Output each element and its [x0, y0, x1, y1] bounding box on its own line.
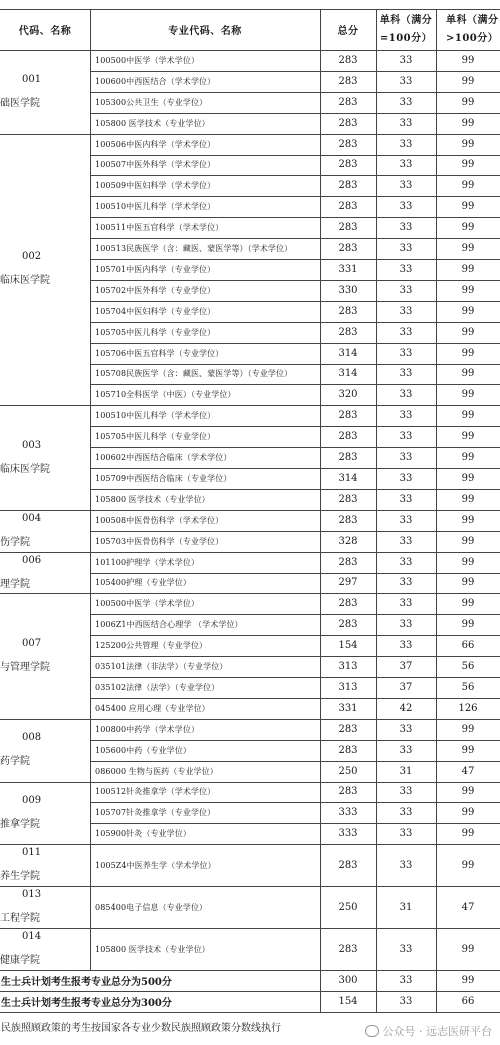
single-score-over100: 99	[461, 859, 475, 871]
major-name: 125200公共管理（专业学位）	[95, 641, 208, 651]
single-score-100: 33	[399, 284, 413, 296]
major-name: 100508中医骨伤科学（学术学位）	[95, 515, 224, 525]
single-score-100: 33	[399, 807, 413, 819]
column-rule	[436, 991, 437, 1012]
college-name: 伤学院	[0, 536, 30, 548]
major-name: 105702中医外科学（专业学位）	[95, 285, 216, 295]
college-cell	[0, 844, 90, 886]
single-score-100: 33	[399, 943, 413, 955]
major-name: 105707针灸推拿学（专业学位）	[95, 808, 216, 818]
total-score: 283	[338, 493, 358, 505]
row-rule	[90, 489, 500, 490]
college-cell	[0, 50, 90, 134]
single-score-100: 33	[399, 996, 413, 1008]
single-score-100: 33	[399, 598, 413, 610]
major-name: 105705中医儿科学（专业学位）	[95, 327, 216, 337]
college-name: 与管理学院	[0, 662, 50, 674]
single-score-over100: 99	[461, 807, 475, 819]
total-score: 313	[338, 681, 358, 693]
special-plan-label: 生士兵计划考生报考专业总分为500分	[1, 977, 172, 989]
single-score-over100: 99	[461, 305, 475, 317]
column-rule	[376, 991, 377, 1012]
college-code: 003	[22, 439, 42, 451]
college-code: 004	[22, 512, 42, 524]
total-score: 283	[338, 514, 358, 526]
row-rule	[90, 155, 500, 156]
row-rule	[90, 196, 500, 197]
major-name: 105704中医妇科学（专业学位）	[95, 306, 216, 316]
total-score: 313	[338, 661, 358, 673]
single-score-100: 33	[399, 514, 413, 526]
total-score: 333	[338, 807, 358, 819]
single-score-over100: 99	[461, 577, 475, 589]
single-score-100: 33	[399, 828, 413, 840]
single-score-over100: 99	[461, 263, 475, 275]
major-name: 105701中医内科学（专业学位）	[95, 264, 216, 274]
single-score-over100: 66	[461, 996, 475, 1008]
wechat-icon	[365, 1025, 379, 1037]
section-rule	[0, 1012, 500, 1013]
total-score: 283	[338, 96, 358, 108]
special-plan-label: 生士兵计划考生报考专业总分为300分	[1, 998, 172, 1010]
column-rule	[90, 9, 91, 970]
major-name: 105800 医学技术（专业学位）	[95, 494, 210, 504]
single-score-100: 33	[399, 75, 413, 87]
single-score-100: 33	[399, 472, 413, 484]
major-name: 105400护理（专业学位）	[95, 578, 191, 588]
major-name: 100800中药学（学术学位）	[95, 724, 200, 734]
major-name: 086000 生物与医药（专业学位）	[95, 766, 218, 776]
major-name: 105800 医学技术（专业学位）	[95, 118, 210, 128]
single-score-100: 33	[399, 556, 413, 568]
total-score: 250	[338, 765, 358, 777]
total-score: 283	[338, 452, 358, 464]
section-rule	[0, 405, 500, 406]
single-score-over100: 99	[461, 786, 475, 798]
row-rule	[90, 384, 500, 385]
total-score: 314	[338, 472, 358, 484]
total-score: 283	[338, 138, 358, 150]
college-code: 011	[22, 847, 42, 859]
college-code: 001	[22, 73, 42, 85]
header-total: 总分	[337, 26, 359, 37]
total-score: 283	[338, 431, 358, 443]
single-score-100: 33	[399, 744, 413, 756]
single-score-100: 33	[399, 723, 413, 735]
section-rule	[0, 510, 500, 511]
college-code: 008	[22, 732, 42, 744]
section-rule	[0, 782, 500, 783]
major-name: 105800 医学技术（专业学位）	[95, 944, 210, 954]
total-score: 330	[338, 284, 358, 296]
section-rule	[0, 593, 500, 594]
single-score-over100: 99	[461, 222, 475, 234]
section-rule	[0, 928, 500, 929]
total-score: 314	[338, 368, 358, 380]
single-score-over100: 99	[461, 598, 475, 610]
single-score-100: 33	[399, 493, 413, 505]
college-cell	[0, 405, 90, 510]
row-rule	[90, 71, 500, 72]
section-rule	[0, 844, 500, 845]
header-single-over100	[436, 9, 500, 50]
section-rule	[0, 886, 500, 887]
single-score-100: 33	[399, 975, 413, 987]
policy-note: 民族照顾政策的考生按国家各专业少数民族照顾政策分数线执行	[1, 1022, 281, 1034]
row-rule	[90, 531, 500, 532]
total-score: 283	[338, 619, 358, 631]
college-cell	[0, 510, 90, 552]
major-name: 100507中医外科学（学术学位）	[95, 160, 216, 170]
row-rule	[90, 92, 500, 93]
college-name: 推拿学院	[0, 818, 40, 830]
header-single-over100-line1: 单科（满分	[446, 14, 499, 26]
major-name: 105708民族医学（含：藏医、蒙医学等）（专业学位）	[95, 369, 293, 379]
row-rule	[90, 280, 500, 281]
row-rule	[90, 656, 500, 657]
row-rule	[90, 343, 500, 344]
major-name: 100509中医妇科学（学术学位）	[95, 181, 216, 191]
total-score: 283	[338, 54, 358, 66]
total-score: 283	[338, 222, 358, 234]
major-name: 100500中医学（学术学位）	[95, 55, 200, 65]
major-name: 1006Z1中西医结合心理学 （学术学位）	[95, 620, 243, 630]
single-score-over100: 99	[461, 54, 475, 66]
section-rule	[0, 552, 500, 553]
single-score-100: 33	[399, 326, 413, 338]
row-rule	[90, 175, 500, 176]
total-score: 283	[338, 556, 358, 568]
single-score-100: 33	[399, 410, 413, 422]
total-score: 283	[338, 201, 358, 213]
single-score-over100: 99	[461, 744, 475, 756]
total-score: 283	[338, 75, 358, 87]
single-score-100: 33	[399, 577, 413, 589]
total-score: 314	[338, 347, 358, 359]
major-name: 100500中医学（学术学位）	[95, 599, 200, 609]
total-score: 283	[338, 117, 358, 129]
single-score-over100: 56	[461, 661, 475, 673]
section-rule	[0, 719, 500, 720]
major-name: 101100护理学（学术学位）	[95, 557, 200, 567]
total-score: 283	[338, 159, 358, 171]
total-score: 283	[338, 305, 358, 317]
single-score-100: 42	[399, 702, 413, 714]
major-name: 105300公共卫生（专业学位）	[95, 97, 208, 107]
single-score-over100: 56	[461, 681, 475, 693]
single-score-over100: 99	[461, 138, 475, 150]
major-name: 105709中西医结合临床（专业学位）	[95, 473, 232, 483]
single-score-over100: 99	[461, 96, 475, 108]
single-score-over100: 99	[461, 201, 475, 213]
header-single-100-line2: =100分）	[379, 32, 433, 44]
single-score-over100: 47	[461, 765, 475, 777]
row-rule	[90, 468, 500, 469]
row-rule	[90, 677, 500, 678]
college-code: 009	[22, 794, 42, 806]
single-score-100: 33	[399, 54, 413, 66]
major-name: 100510中医儿科学（学术学位）	[95, 202, 216, 212]
single-score-100: 33	[399, 243, 413, 255]
college-name: 临床医学院	[0, 463, 50, 475]
single-score-over100: 99	[461, 943, 475, 955]
college-cell	[0, 719, 90, 782]
section-rule	[0, 970, 500, 971]
college-cell	[0, 552, 90, 594]
row-rule	[90, 217, 500, 218]
single-score-over100: 99	[461, 723, 475, 735]
column-rule	[320, 970, 321, 991]
single-score-over100: 99	[461, 535, 475, 547]
college-code: 013	[22, 889, 42, 901]
single-score-over100: 99	[461, 243, 475, 255]
total-score: 283	[338, 326, 358, 338]
header-single-100	[376, 9, 436, 50]
single-score-100: 33	[399, 786, 413, 798]
single-score-100: 33	[399, 859, 413, 871]
section-rule	[0, 134, 500, 135]
single-score-over100: 47	[461, 901, 475, 913]
single-score-100: 33	[399, 159, 413, 171]
total-score: 283	[338, 786, 358, 798]
single-score-over100: 99	[461, 556, 475, 568]
major-name: 105710全科医学（中医）（专业学位）	[95, 390, 236, 400]
total-score: 250	[338, 901, 358, 913]
single-score-100: 33	[399, 138, 413, 150]
total-score: 283	[338, 410, 358, 422]
single-score-over100: 99	[461, 159, 475, 171]
section-rule	[0, 50, 500, 51]
single-score-100: 33	[399, 452, 413, 464]
total-score: 328	[338, 535, 358, 547]
row-rule	[90, 322, 500, 323]
single-score-over100: 99	[461, 431, 475, 443]
total-score: 320	[338, 389, 358, 401]
college-cell	[0, 593, 90, 718]
single-score-over100: 99	[461, 493, 475, 505]
major-name: 100513民族医学（含：藏医、蒙医学等）（学术学位）	[95, 244, 293, 254]
header-college: 代码、名称	[18, 26, 72, 37]
watermark-text: 公众号 · 远志医研平台	[382, 1025, 492, 1038]
total-score: 283	[338, 744, 358, 756]
row-rule	[90, 238, 500, 239]
major-name: 100600中西医结合（学术学位）	[95, 76, 216, 86]
row-rule	[90, 573, 500, 574]
major-name: 100506中医内科学（学术学位）	[95, 139, 216, 149]
single-score-100: 33	[399, 222, 413, 234]
single-score-100: 33	[399, 368, 413, 380]
row-rule	[90, 113, 500, 114]
college-cell	[0, 782, 90, 845]
single-score-100: 33	[399, 117, 413, 129]
header-single-over100-line2: >100分）	[446, 32, 499, 44]
section-rule	[0, 991, 500, 992]
college-code: 007	[22, 638, 42, 650]
total-score: 283	[338, 859, 358, 871]
college-cell	[0, 134, 90, 406]
row-rule	[90, 802, 500, 803]
single-score-100: 33	[399, 640, 413, 652]
college-code: 014	[22, 931, 42, 943]
single-score-over100: 99	[461, 347, 475, 359]
single-score-100: 31	[399, 901, 413, 913]
column-rule	[376, 970, 377, 991]
column-rule	[320, 991, 321, 1012]
single-score-100: 37	[399, 681, 413, 693]
row-rule	[90, 426, 500, 427]
single-score-100: 33	[399, 389, 413, 401]
single-score-100: 33	[399, 180, 413, 192]
major-name: 035101法律（非法学）（专业学位）	[95, 662, 228, 672]
total-score: 283	[338, 180, 358, 192]
single-score-100: 33	[399, 535, 413, 547]
column-rule	[436, 970, 437, 991]
row-rule	[90, 761, 500, 762]
major-name: 035102法律（法学）（专业学位）	[95, 682, 220, 692]
row-rule	[90, 447, 500, 448]
single-score-over100: 99	[461, 828, 475, 840]
single-score-over100: 99	[461, 619, 475, 631]
single-score-100: 33	[399, 619, 413, 631]
single-score-100: 33	[399, 201, 413, 213]
single-score-over100: 99	[461, 472, 475, 484]
single-score-over100: 99	[461, 284, 475, 296]
major-name: 100512针灸推拿学（学术学位）	[95, 787, 216, 797]
major-name: 105706中医五官科学（专业学位）	[95, 348, 224, 358]
single-score-over100: 99	[461, 368, 475, 380]
total-score: 154	[338, 996, 358, 1008]
row-rule	[90, 259, 500, 260]
total-score: 283	[338, 598, 358, 610]
header-major: 专业代码、名称	[168, 26, 242, 37]
single-score-100: 33	[399, 431, 413, 443]
row-rule	[90, 301, 500, 302]
header-single-100-line1: 单科（满分	[379, 14, 433, 26]
single-score-100: 33	[399, 263, 413, 275]
major-name: 100602中西医结合临床（学术学位）	[95, 453, 232, 463]
total-score: 331	[338, 263, 358, 275]
college-name: 临床医学院	[0, 275, 50, 287]
total-score: 300	[338, 975, 358, 987]
row-rule	[90, 698, 500, 699]
row-rule	[90, 635, 500, 636]
single-score-over100: 99	[461, 410, 475, 422]
row-rule	[90, 823, 500, 824]
total-score: 154	[338, 640, 358, 652]
single-score-over100: 99	[461, 117, 475, 129]
total-score: 283	[338, 243, 358, 255]
college-name: 工程学院	[0, 913, 40, 925]
row-rule	[90, 740, 500, 741]
total-score: 297	[338, 577, 358, 589]
total-score: 283	[338, 723, 358, 735]
column-rule	[320, 9, 321, 970]
single-score-over100: 99	[461, 452, 475, 464]
watermark	[365, 1023, 493, 1039]
college-name: 养生学院	[0, 871, 40, 883]
college-code: 002	[22, 251, 42, 263]
single-score-over100: 126	[458, 702, 478, 714]
single-score-100: 31	[399, 765, 413, 777]
major-name: 105703中医骨伤科学（专业学位）	[95, 536, 224, 546]
single-score-over100: 66	[461, 640, 475, 652]
single-score-over100: 99	[461, 389, 475, 401]
row-rule	[90, 364, 500, 365]
major-name: 100511中医五官科学（学术学位）	[95, 223, 224, 233]
major-name: 105600中药（专业学位）	[95, 745, 191, 755]
major-name: 1005Z4中医养生学（学术学位）	[95, 860, 216, 870]
single-score-over100: 99	[461, 975, 475, 987]
single-score-100: 33	[399, 305, 413, 317]
section-rule	[0, 9, 500, 10]
row-rule	[90, 614, 500, 615]
major-name: 105900针灸（专业学位）	[95, 829, 191, 839]
column-rule	[436, 9, 437, 970]
single-score-over100: 99	[461, 514, 475, 526]
major-name: 100510中医儿科学（学术学位）	[95, 411, 216, 421]
single-score-over100: 99	[461, 75, 475, 87]
college-code: 006	[22, 554, 42, 566]
single-score-100: 37	[399, 661, 413, 673]
column-rule	[376, 9, 377, 970]
total-score: 333	[338, 828, 358, 840]
major-name: 105705中医儿科学（专业学位）	[95, 432, 216, 442]
total-score: 283	[338, 943, 358, 955]
major-name: 085400电子信息（专业学位）	[95, 902, 208, 912]
single-score-over100: 99	[461, 180, 475, 192]
college-name: 药学院	[0, 756, 30, 768]
single-score-100: 33	[399, 96, 413, 108]
college-name: 础医学院	[0, 97, 40, 109]
single-score-100: 33	[399, 347, 413, 359]
single-score-over100: 99	[461, 326, 475, 338]
college-name: 理学院	[0, 578, 30, 590]
college-cell	[0, 886, 90, 928]
college-name: 健康学院	[0, 955, 40, 967]
college-cell	[0, 928, 90, 970]
major-name: 045400 应用心理（专业学位）	[95, 703, 210, 713]
total-score: 331	[338, 702, 358, 714]
